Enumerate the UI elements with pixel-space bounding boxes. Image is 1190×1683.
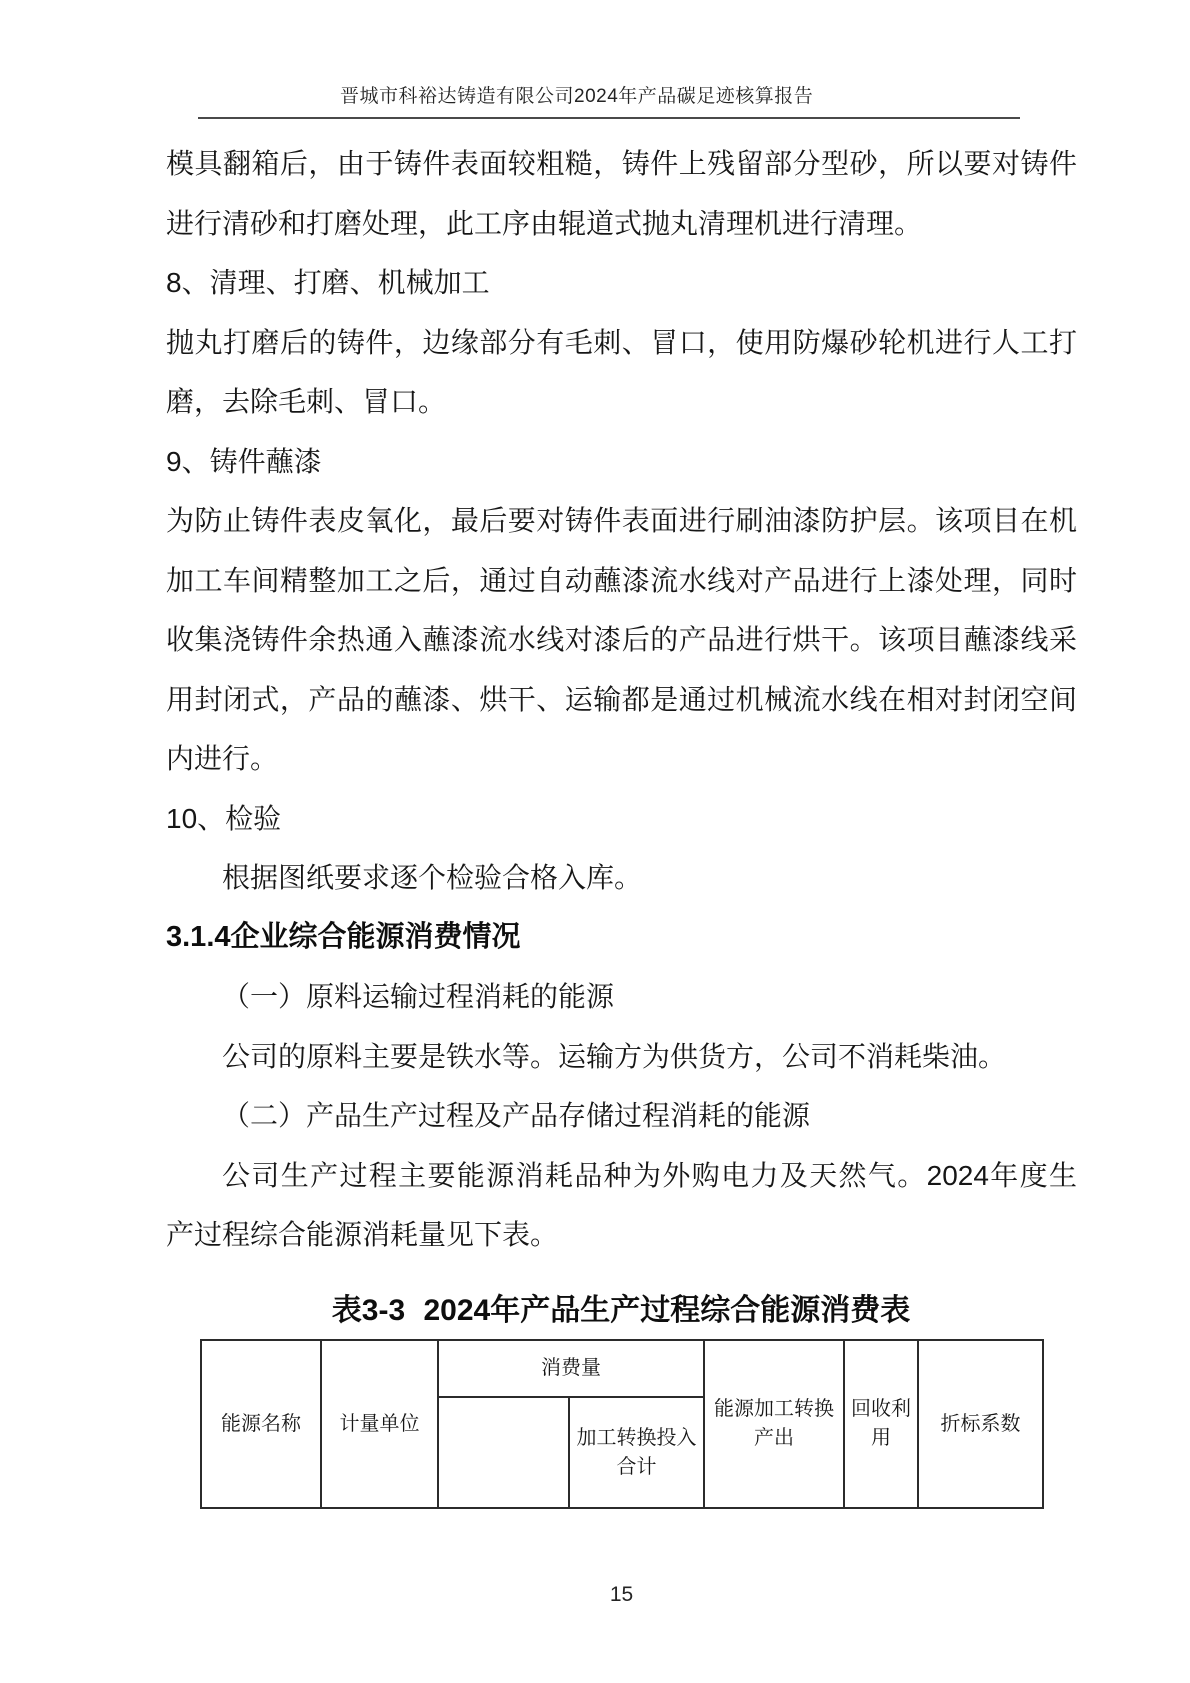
table-header-processing-output: 能源加工转换产出 <box>704 1340 844 1508</box>
table-header-consumption-group: 消费量 <box>438 1340 704 1397</box>
energy-consumption-table <box>200 1339 1044 1509</box>
body-line: 公司的原料主要是铁水等。运输方为供货方，公司不消耗柴油。 <box>222 1040 1007 1072</box>
body-text <box>166 134 1077 1265</box>
table-header-recycling: 回收利用 <box>844 1340 918 1508</box>
header-rule-line <box>198 117 1020 119</box>
page-number: 15 <box>609 1583 634 1606</box>
table-header-energy-name: 能源名称 <box>201 1340 321 1508</box>
running-header-title: 晋城市科裕达铸造有限公司2024年产品碳足迹核算报告 <box>340 86 814 107</box>
section-heading: 3.1.4企业综合能源消费情况 <box>166 920 521 953</box>
body-line: （一）原料运输过程消耗的能源 <box>222 981 615 1012</box>
body-line: 内进行。 <box>166 743 279 774</box>
table-header-consumption-sub-blank <box>438 1397 569 1508</box>
body-line: 10、检验 <box>166 802 282 834</box>
body-line: 进行清砂和打磨处理，此工序由辊道式抛丸清理机进行清理。 <box>166 207 923 239</box>
body-line: 为防止铸件表皮氧化，最后要对铸件表面进行刷油漆防护层。该项目在机 <box>166 505 1077 536</box>
body-line: 根据图纸要求逐个检验合格入库。 <box>222 862 643 893</box>
body-line: 8、清理、打磨、机械加工 <box>166 267 490 298</box>
body-line: 收集浇铸件余热通入蘸漆流水线对漆后的产品进行烘干。该项目蘸漆线采 <box>166 624 1077 655</box>
body-line: 磨，去除毛刺、冒口。 <box>166 386 447 417</box>
table-caption: 表3-3 2024年产品生产过程综合能源消费表 <box>331 1294 911 1327</box>
table-header-processing-input-total: 加工转换投入合计 <box>569 1397 704 1508</box>
body-line: 模具翻箱后，由于铸件表面较粗糙，铸件上残留部分型砂，所以要对铸件 <box>166 148 1077 179</box>
body-line: 加工车间精整加工之后，通过自动蘸漆流水线对产品进行上漆处理，同时 <box>166 564 1077 596</box>
table-header-unit: 计量单位 <box>321 1340 438 1508</box>
body-line: （二）产品生产过程及产品存储过程消耗的能源 <box>222 1100 811 1131</box>
body-line: 产过程综合能源消耗量见下表。 <box>166 1219 559 1250</box>
body-line: 公司生产过程主要能源消耗品种为外购电力及天然气。2024年度生 <box>222 1159 1077 1191</box>
body-line: 9、铸件蘸漆 <box>166 445 322 477</box>
body-line: 用封闭式，产品的蘸漆、烘干、运输都是通过机械流水线在相对封闭空间 <box>166 683 1077 715</box>
table-header-std-coal-factor: 折标系数 <box>918 1340 1043 1508</box>
body-line: 抛丸打磨后的铸件，边缘部分有毛刺、冒口，使用防爆砂轮机进行人工打 <box>166 326 1077 358</box>
